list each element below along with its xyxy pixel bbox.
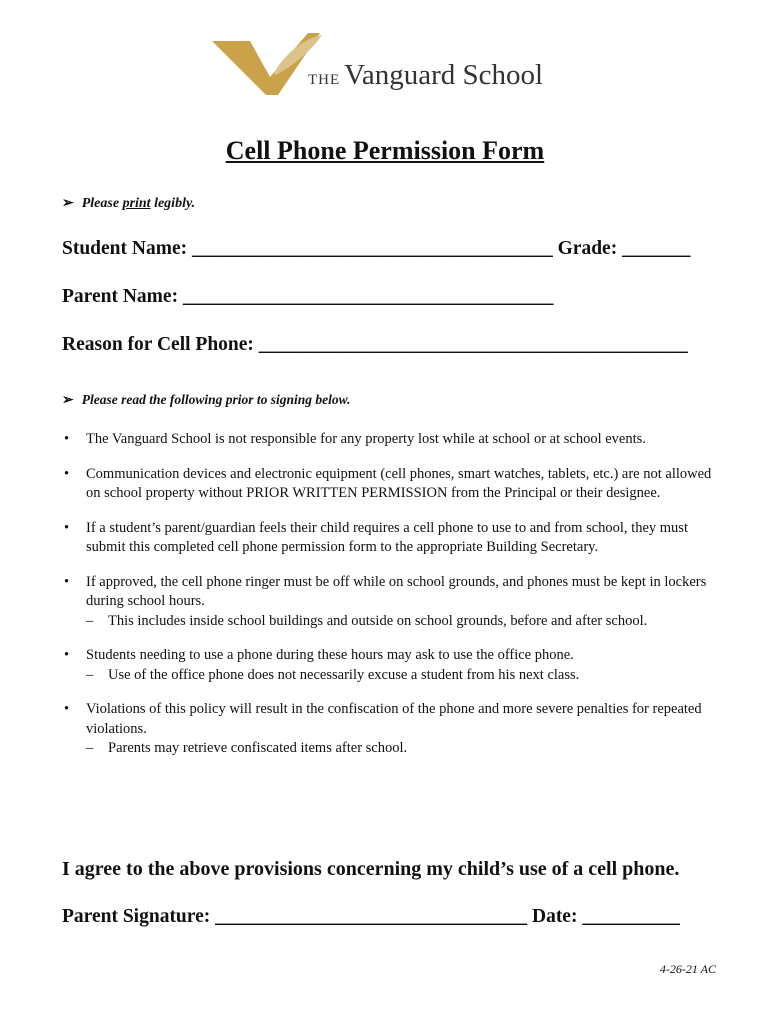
dash-bullet-icon: – (86, 612, 94, 629)
policy-item (62, 465, 712, 504)
policy-item-text: The Vanguard School is not responsible for any property lost while at school or at school events. (86, 431, 646, 447)
arrow-bullet-icon: ➢ (62, 393, 74, 408)
policy-item-text: Students needing to use a phone during these hours may ask to use the office phone. (86, 647, 574, 663)
policy-item-text: Violations of this policy will result in the confiscation of the phone and more severe penalties for repeated violations. (86, 701, 702, 737)
dash-bullet-icon: – (86, 666, 94, 683)
print-note-prefix: Please (81, 196, 123, 211)
policy-item-text: Communication devices and electronic equipment (cell phones, smart watches, tablets, etc.) are not allowed on school property without PRIOR WRITTEN PERMISSION from the Principal or their designee. (86, 465, 712, 501)
policy-subitem-text: Parents may retrieve confiscated items after school. (108, 740, 408, 756)
school-logo (212, 33, 552, 101)
student-name-field[interactable]: Student Name: _____________________________________ Grade: _______ (62, 238, 691, 259)
policy-subitem (86, 612, 712, 632)
form-title-text: Cell Phone Permission Form (225, 136, 545, 165)
bullet-dot-icon: • (64, 431, 70, 447)
print-note (62, 195, 195, 212)
policy-item (62, 700, 712, 759)
policy-item-text: If approved, the cell phone ringer must be off while on school grounds, and phones must be kept in lockers during school hours. (86, 573, 707, 609)
bullet-dot-icon: • (64, 519, 70, 536)
policy-item (62, 573, 712, 632)
print-note-emph: print (122, 196, 151, 211)
policy-item (62, 430, 712, 450)
policy-subitem (86, 666, 712, 686)
form-title (0, 136, 770, 166)
policy-list (62, 430, 712, 774)
bullet-dot-icon: • (64, 465, 70, 482)
policy-subitem-text: This includes inside school buildings and outside on school grounds, before and after school. (108, 612, 648, 629)
policy-item (62, 519, 712, 558)
agreement-statement: I agree to the above provisions concerning my child’s use of a cell phone. (62, 858, 680, 880)
read-note (62, 392, 351, 409)
logo-the: THE (308, 72, 341, 88)
bullet-dot-icon: • (64, 647, 70, 663)
bullet-dot-icon: • (64, 701, 70, 717)
parent-name-field[interactable]: Parent Name: ______________________________________ (62, 286, 554, 307)
feather-logo-icon (212, 33, 322, 101)
policy-item (62, 646, 712, 685)
policy-item-text: If a student’s parent/guardian feels their child requires a cell phone to use to and from school, they must submit this completed cell phone permission form to the appropriate Building Secretary. (86, 519, 688, 555)
reason-field[interactable]: Reason for Cell Phone: ____________________________________________ (62, 334, 688, 355)
read-note-text: Please read the following prior to signing below. (81, 392, 351, 407)
arrow-bullet-icon: ➢ (62, 196, 74, 211)
policy-subitem-text: Use of the office phone does not necessarily excuse a student from his next class. (108, 666, 580, 683)
policy-subitem (86, 739, 712, 759)
signature-field[interactable]: Parent Signature: ________________________________ Date: __________ (62, 906, 680, 927)
dash-bullet-icon: – (86, 740, 94, 756)
revision-note: 4-26-21 AC (659, 962, 716, 976)
bullet-dot-icon: • (64, 573, 70, 590)
logo-name: Vanguard School (344, 59, 544, 91)
print-note-suffix: legibly. (150, 196, 196, 211)
school-name (308, 59, 543, 92)
